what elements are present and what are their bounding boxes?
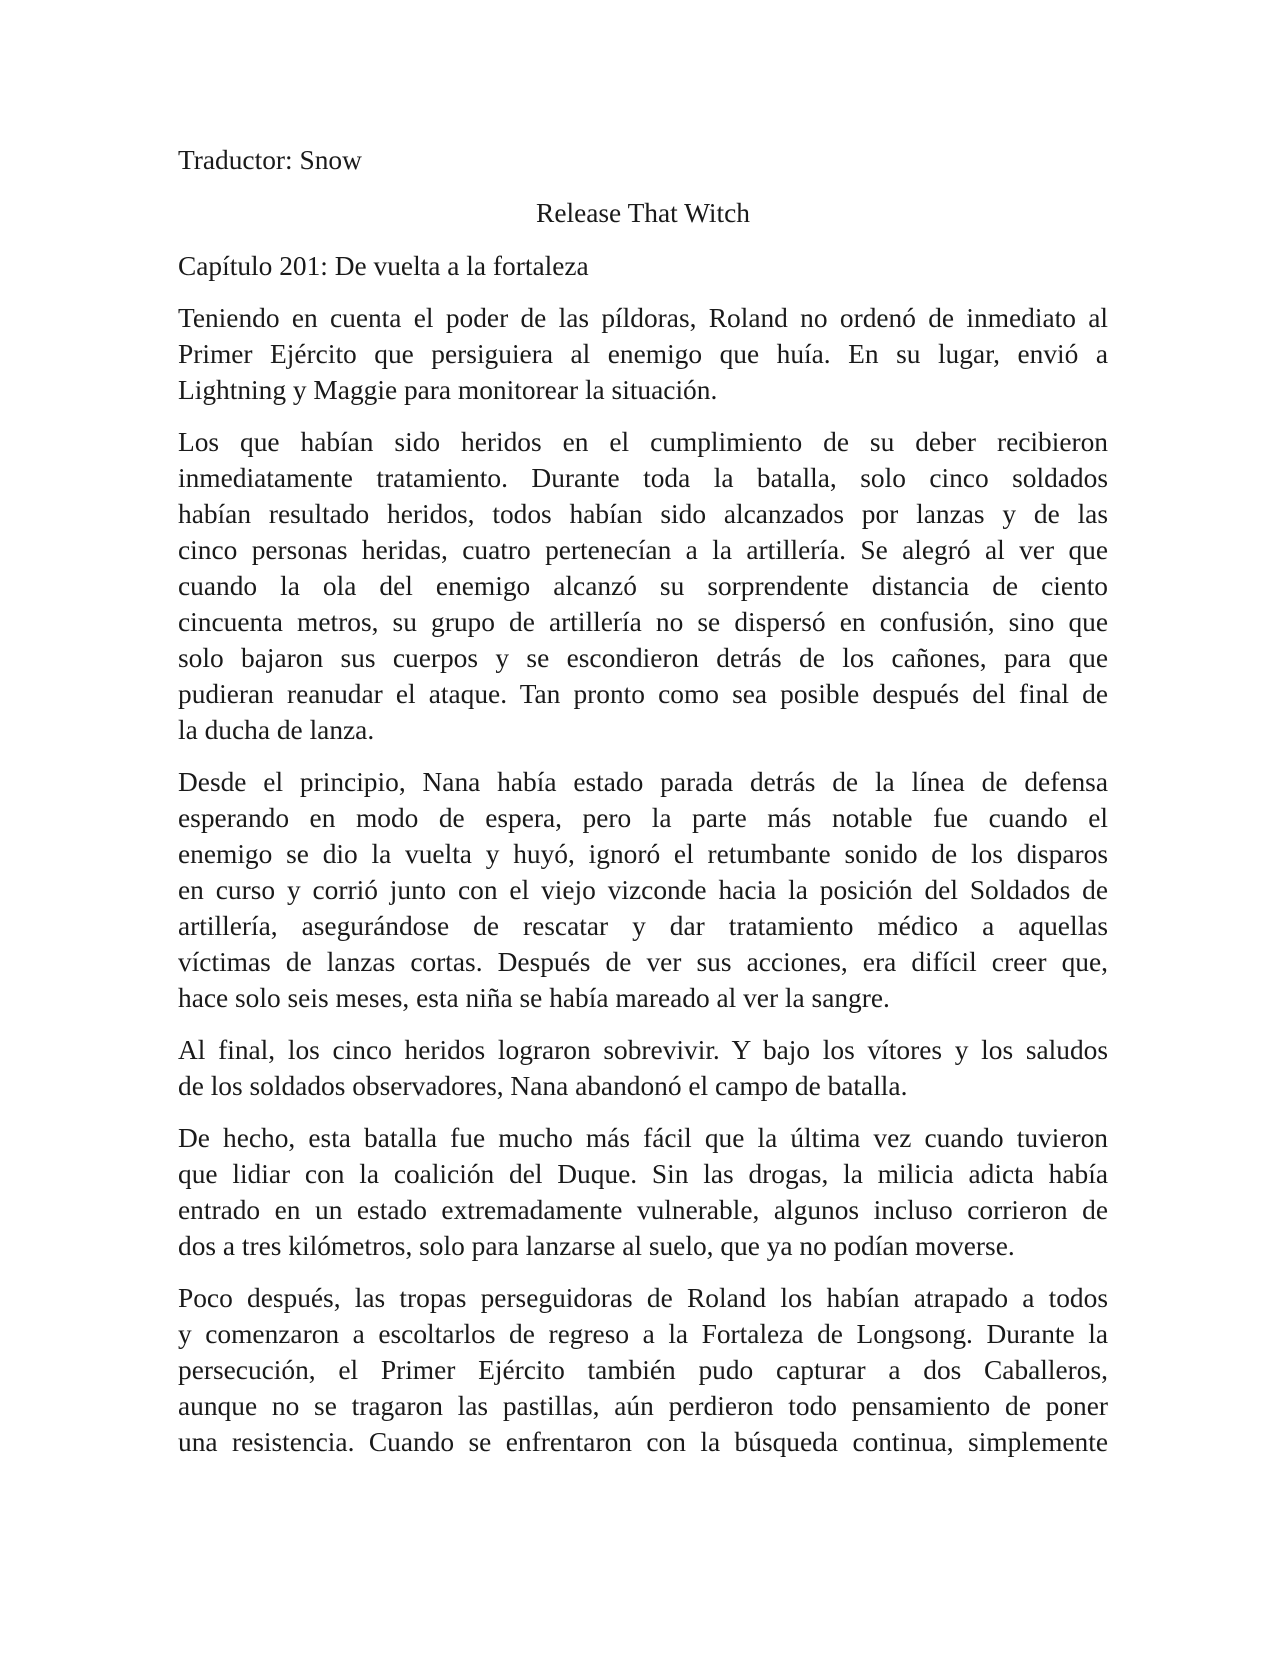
text-line: y comenzaron a escoltarlos de regreso a la Fortaleza de Longsong. Durante la [178, 1319, 1108, 1349]
text-line: que lidiar con la coalición del Duque. Sin las drogas, la milicia adicta había [178, 1159, 1108, 1189]
paragraph-4 [178, 1032, 1108, 1104]
text-line: Desde el principio, Nana había estado parada detrás de la línea de defensa [178, 767, 1108, 797]
book-title: Release That Witch [536, 198, 750, 228]
text-line: enemigo se dio la vuelta y huyó, ignoró el retumbante sonido de los disparos [178, 839, 1108, 869]
paragraph-5 [178, 1120, 1108, 1264]
text-line: artillería, asegurándose de rescatar y dar tratamiento médico a aquellas [178, 911, 1108, 941]
text-line: persecución, el Primer Ejército también pudo capturar a dos Caballeros, [178, 1355, 1108, 1385]
translator-credit: Traductor: Snow [178, 145, 362, 175]
text-line: Teniendo en cuenta el poder de las píldoras, Roland no ordenó de inmediato al [178, 303, 1108, 333]
text-line: en curso y corrió junto con el viejo vizconde hacia la posición del Soldados de [178, 875, 1108, 905]
text-line: una resistencia. Cuando se enfrentaron con la búsqueda continua, simplemente [178, 1427, 1108, 1457]
text-line: Primer Ejército que persiguiera al enemigo que huía. En su lugar, envió a [178, 339, 1108, 369]
chapter-title: Capítulo 201: De vuelta a la fortaleza [178, 251, 589, 281]
text-line: hace solo seis meses, esta niña se había mareado al ver la sangre. [178, 983, 890, 1013]
text-line: pudieran reanudar el ataque. Tan pronto como sea posible después del final de [178, 679, 1108, 709]
text-line: inmediatamente tratamiento. Durante toda la batalla, solo cinco soldados [178, 463, 1108, 493]
text-line: De hecho, esta batalla fue mucho más fácil que la última vez cuando tuvieron [178, 1123, 1108, 1153]
text-line: víctimas de lanzas cortas. Después de ver sus acciones, era difícil creer que, [178, 947, 1108, 977]
document-body [178, 142, 1108, 1476]
paragraph-1 [178, 300, 1108, 408]
text-line: esperando en modo de espera, pero la parte más notable fue cuando el [178, 803, 1108, 833]
paragraph-6 [178, 1280, 1108, 1460]
text-line: Lightning y Maggie para monitorear la situación. [178, 375, 718, 405]
text-line: de los soldados observadores, Nana abandonó el campo de batalla. [178, 1071, 908, 1101]
text-line: aunque no se tragaron las pastillas, aún perdieron todo pensamiento de poner [178, 1391, 1108, 1421]
text-line: cincuenta metros, su grupo de artillería no se dispersó en confusión, sino que [178, 607, 1108, 637]
text-line: habían resultado heridos, todos habían sido alcanzados por lanzas y de las [178, 499, 1108, 529]
text-line: cinco personas heridas, cuatro pertenecían a la artillería. Se alegró al ver que [178, 535, 1108, 565]
text-line: dos a tres kilómetros, solo para lanzarse al suelo, que ya no podían moverse. [178, 1231, 1015, 1261]
text-line: la ducha de lanza. [178, 715, 375, 745]
text-line: entrado en un estado extremadamente vulnerable, algunos incluso corrieron de [178, 1195, 1108, 1225]
text-line: cuando la ola del enemigo alcanzó su sorprendente distancia de ciento [178, 571, 1108, 601]
text-line: Poco después, las tropas perseguidoras de Roland los habían atrapado a todos [178, 1283, 1108, 1313]
paragraph-2 [178, 424, 1108, 748]
text-line: Los que habían sido heridos en el cumplimiento de su deber recibieron [178, 427, 1108, 457]
text-line: Al final, los cinco heridos lograron sobrevivir. Y bajo los vítores y los saludos [178, 1035, 1108, 1065]
paragraph-3 [178, 764, 1108, 1016]
text-line: solo bajaron sus cuerpos y se escondieron detrás de los cañones, para que [178, 643, 1108, 673]
